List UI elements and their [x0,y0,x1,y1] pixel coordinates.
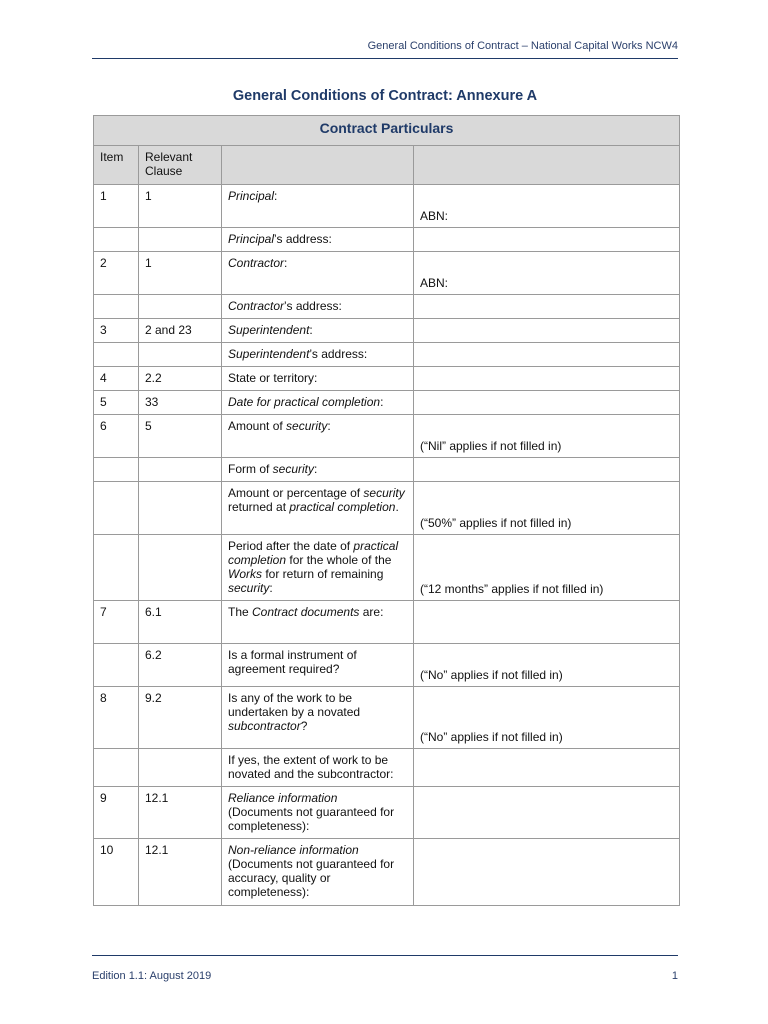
edition-label: Edition 1.1: August 2019 [92,970,212,982]
particular-value: (“12 months” applies if not filled in) [414,535,680,601]
label-segment: Amount or percentage of [228,486,364,500]
item-number: 2 [94,252,139,295]
label-segment: ’s address: [284,299,342,313]
particular-label: Is a formal instrument of agreement required? [222,644,414,687]
table-row [94,343,680,367]
table-row [94,839,680,906]
label-segment: : [309,323,313,337]
label-segment: : [314,462,318,476]
label-segment: Works [228,567,262,581]
particular-label [222,687,414,749]
item-number [94,535,139,601]
table-row [94,367,680,391]
item-number [94,749,139,787]
particular-value [414,228,680,252]
relevant-clause [139,535,222,601]
label-segment: Period after the date of [228,539,354,553]
item-number: 6 [94,415,139,458]
label-segment: ’s address: [309,347,368,361]
column-header-label [222,146,414,185]
label-segment: . [395,500,399,514]
item-number: 10 [94,839,139,906]
table-row [94,749,680,787]
item-number [94,343,139,367]
particular-label [222,343,414,367]
column-header-row [94,146,680,185]
particular-label [222,391,414,415]
column-header-value [414,146,680,185]
relevant-clause [139,228,222,252]
label-segment: ? [300,719,308,733]
label-segment: Superintendent [228,323,310,337]
running-header: General Conditions of Contract – National Capital Works NCW4 [92,40,678,59]
particular-value [414,319,680,343]
particular-value [414,343,680,367]
table-row [94,252,680,295]
particular-label [222,787,414,839]
relevant-clause: 12.1 [139,787,222,839]
label-segment: are: [359,605,384,619]
label-segment: Principal [228,189,275,203]
label-segment: Contractor [228,299,285,313]
label-segment: The [228,605,253,619]
relevant-clause [139,458,222,482]
label-segment: (Documents not guaranteed for accuracy, quality or completeness): [228,857,395,899]
label-segment: : [269,581,273,595]
particular-label [222,185,414,228]
table-row [94,228,680,252]
relevant-clause: 6.1 [139,601,222,644]
relevant-clause [139,295,222,319]
table-row [94,535,680,601]
particular-label [222,228,414,252]
item-number [94,458,139,482]
label-segment: practical [289,500,335,514]
table-row [94,391,680,415]
label-segment: Form of [228,462,273,476]
item-number: 9 [94,787,139,839]
column-header-item: Item [94,146,139,185]
column-header-clause: Relevant Clause [139,146,222,185]
label-segment: returned at [228,500,290,514]
relevant-clause: 5 [139,415,222,458]
document-title: General Conditions of Contract: Annexure A [232,88,538,104]
table-row [94,482,680,535]
particular-label [222,252,414,295]
relevant-clause [139,749,222,787]
label-segment: completion [337,500,396,514]
table-row [94,458,680,482]
particular-label [222,839,414,906]
item-number [94,295,139,319]
particular-value: (“50%” applies if not filled in) [414,482,680,535]
label-segment: subcontractor [228,719,301,733]
particular-value [414,367,680,391]
particular-value [414,295,680,319]
label-segment: Principal [228,232,275,246]
particular-label: State or territory: [222,367,414,391]
item-number: 7 [94,601,139,644]
label-segment: security [228,581,270,595]
particular-label [222,295,414,319]
table-row [94,415,680,458]
particular-label [222,415,414,458]
relevant-clause: 9.2 [139,687,222,749]
particular-value: ABN: [414,252,680,295]
label-segment: Date for practical completion [228,395,381,409]
relevant-clause: 12.1 [139,839,222,906]
particular-label [222,482,414,535]
item-number [94,482,139,535]
item-number: 8 [94,687,139,749]
relevant-clause: 6.2 [139,644,222,687]
table-row [94,185,680,228]
label-segment: : [380,395,384,409]
particular-value [414,391,680,415]
label-segment: Superintendent [228,347,310,361]
label-segment: ( [228,805,232,819]
label-segment: Reliance information [228,791,338,805]
particular-value: (“No” applies if not filled in) [414,687,680,749]
label-segment: : [274,189,278,203]
item-number: 4 [94,367,139,391]
label-segment: Is any of the work to be undertaken by a novated [228,691,361,719]
relevant-clause: 1 [139,252,222,295]
particular-value: (“No” applies if not filled in) [414,644,680,687]
relevant-clause: 2.2 [139,367,222,391]
label-segment: Amount of [228,419,287,433]
label-segment: practical completion [228,539,399,567]
relevant-clause: 1 [139,185,222,228]
page-footer [92,955,678,982]
item-number: 3 [94,319,139,343]
label-segment: for return of remaining [262,567,384,581]
label-segment: Contract documents [252,605,360,619]
table-row [94,295,680,319]
table-row [94,687,680,749]
relevant-clause [139,343,222,367]
particular-label [222,319,414,343]
label-segment: Non-reliance information [228,843,359,857]
particular-value [414,458,680,482]
particular-value: ABN: [414,185,680,228]
item-number: 5 [94,391,139,415]
particular-label [222,535,414,601]
particular-value [414,787,680,839]
particular-value: (“Nil” applies if not filled in) [414,415,680,458]
table-row [94,319,680,343]
relevant-clause [139,482,222,535]
label-segment: Contractor [228,256,285,270]
label-segment: ’s address: [274,232,332,246]
label-segment: Documents not guaranteed for completeness): [228,805,395,833]
particular-value [414,601,680,644]
item-number [94,228,139,252]
particular-value [414,749,680,787]
particular-label [222,458,414,482]
page-number: 1 [671,970,678,982]
label-segment: for the whole of the [286,553,392,567]
item-number [94,644,139,687]
item-number: 1 [94,185,139,228]
contract-particulars-table [93,115,680,906]
particular-label [222,601,414,644]
relevant-clause: 2 and 23 [139,319,222,343]
table-row [94,601,680,644]
table-row [94,644,680,687]
label-segment: security [272,462,315,476]
table-banner: Contract Particulars [94,116,680,146]
particular-value [414,839,680,906]
relevant-clause: 33 [139,391,222,415]
label-segment: : [327,419,331,433]
label-segment: : [284,256,288,270]
label-segment: security [286,419,328,433]
table-row [94,787,680,839]
particular-label: If yes, the extent of work to be novated and the subcontractor: [222,749,414,787]
label-segment: security [363,486,405,500]
